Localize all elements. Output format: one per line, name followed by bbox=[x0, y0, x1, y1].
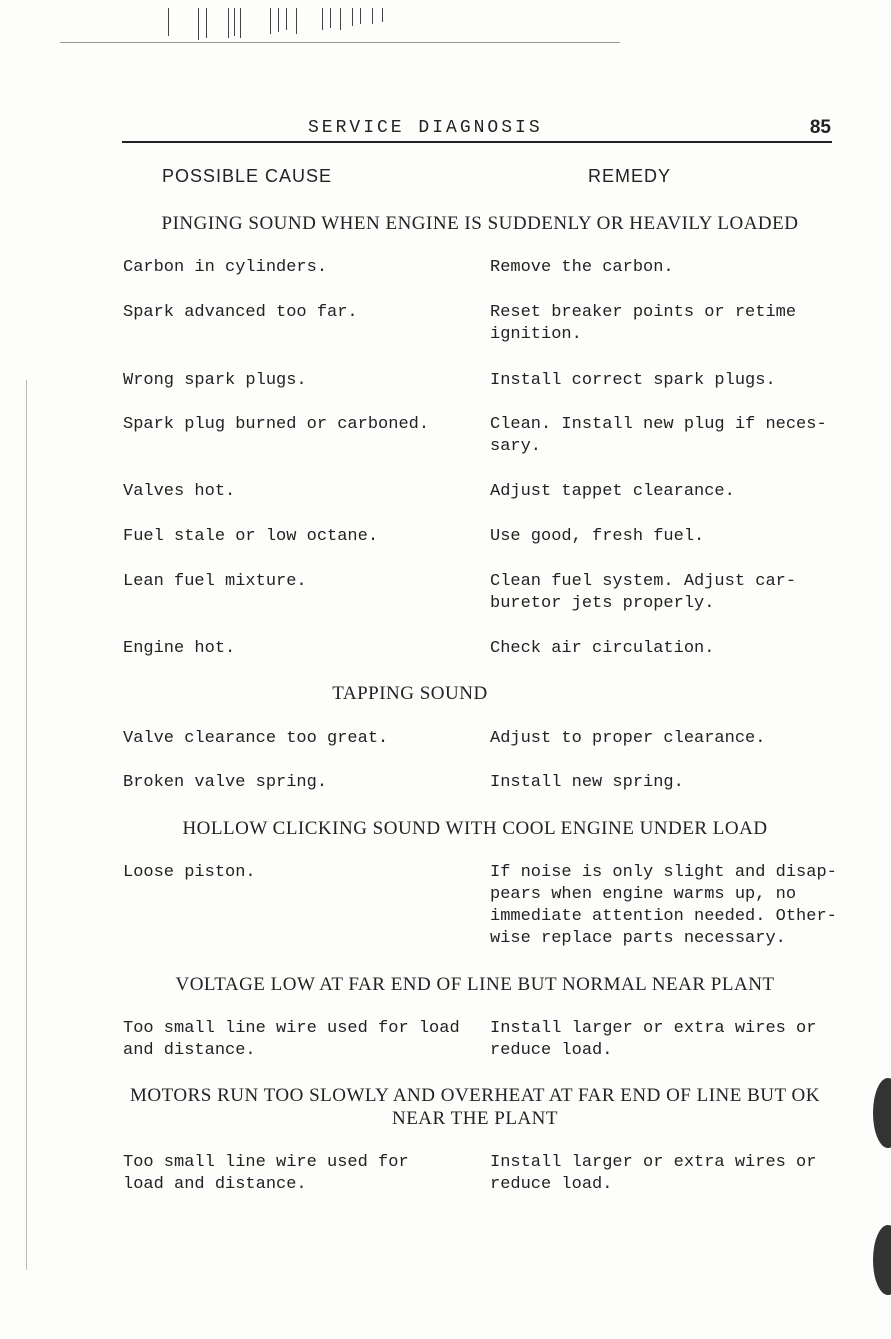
remedy-text: Use good, fresh fuel. bbox=[490, 527, 705, 546]
cause-text: Spark advanced too far. bbox=[123, 303, 358, 322]
section-title: MOTORS RUN TOO SLOWLY AND OVERHEAT AT FAR END OF LINE BUT OK NEAR THE PLANT bbox=[130, 1085, 820, 1129]
cause-text: Too small line wire used for load and distance. bbox=[123, 1019, 460, 1060]
column-header-cause: POSSIBLE CAUSE bbox=[162, 166, 333, 186]
section-title: VOLTAGE LOW AT FAR END OF LINE BUT NORMAL NEAR PLANT bbox=[175, 974, 775, 995]
remedy-text: Clean fuel system. Adjust car-buretor jets properly. bbox=[490, 572, 797, 613]
cause-text: Carbon in cylinders. bbox=[123, 258, 328, 277]
section-title: TAPPING SOUND bbox=[332, 683, 488, 704]
scan-margin-line bbox=[26, 380, 27, 1270]
cause-text: Engine hot. bbox=[123, 639, 236, 658]
remedy-text: Reset breaker points or retime ignition. bbox=[490, 303, 797, 344]
header-rule bbox=[122, 141, 832, 143]
scan-blot bbox=[873, 1078, 891, 1148]
cause-text: Wrong spark plugs. bbox=[123, 371, 307, 390]
remedy-text: Check air circulation. bbox=[490, 639, 715, 658]
remedy-text: Adjust tappet clearance. bbox=[490, 482, 735, 501]
section-title: PINGING SOUND WHEN ENGINE IS SUDDENLY OR HEAVILY LOADED bbox=[161, 213, 799, 234]
remedy-text: Adjust to proper clearance. bbox=[490, 729, 766, 748]
scan-top-rule bbox=[60, 42, 620, 43]
cause-text: Loose piston. bbox=[123, 863, 256, 882]
cause-text: Too small line wire used for load and distance. bbox=[123, 1153, 409, 1194]
cause-text: Valves hot. bbox=[123, 482, 236, 501]
cause-text: Broken valve spring. bbox=[123, 773, 328, 792]
page-title: SERVICE DIAGNOSIS bbox=[300, 118, 551, 138]
section-title: HOLLOW CLICKING SOUND WITH COOL ENGINE UNDER LOAD bbox=[182, 818, 768, 839]
remedy-text: If noise is only slight and disap-pears when engine warms up, no immediate attention needed. Other-wise replace parts necessary. bbox=[490, 863, 837, 948]
remedy-text: Install new spring. bbox=[490, 773, 684, 792]
remedy-text: Install larger or extra wires or reduce load. bbox=[490, 1153, 817, 1194]
cause-text: Fuel stale or low octane. bbox=[123, 527, 379, 546]
remedy-text: Remove the carbon. bbox=[490, 258, 674, 277]
page-number: 85 bbox=[809, 117, 831, 138]
column-header-remedy: REMEDY bbox=[588, 166, 672, 186]
remedy-text: Clean. Install new plug if neces-sary. bbox=[490, 415, 827, 456]
cause-text: Spark plug burned or carboned. bbox=[123, 415, 430, 434]
remedy-text: Install larger or extra wires or reduce load. bbox=[490, 1019, 817, 1060]
cause-text: Lean fuel mixture. bbox=[123, 572, 307, 591]
scan-blot bbox=[873, 1225, 891, 1295]
cause-text: Valve clearance too great. bbox=[123, 729, 389, 748]
remedy-text: Install correct spark plugs. bbox=[490, 371, 776, 390]
